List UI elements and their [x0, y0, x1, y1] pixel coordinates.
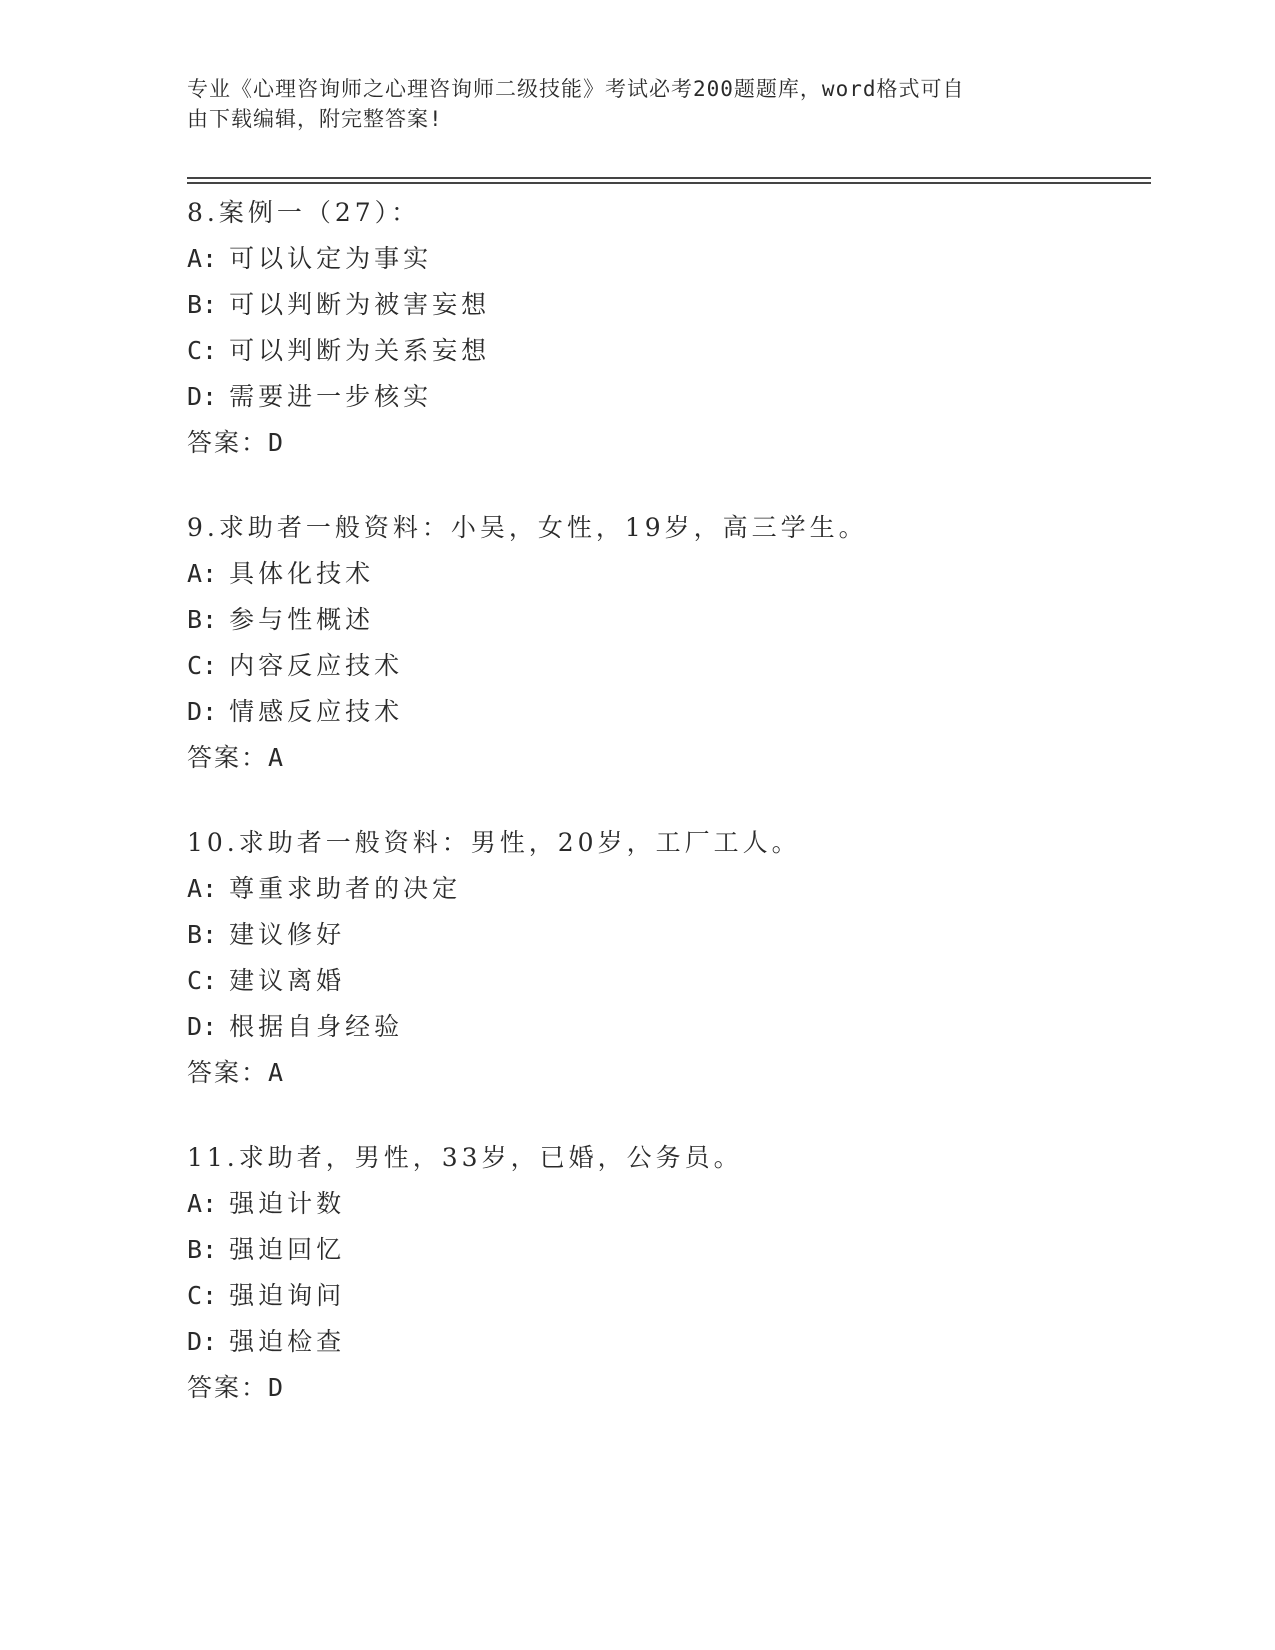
question-stem: 10.求助者一般资料：男性，20岁，工厂工人。 [187, 828, 801, 857]
option-text: 强迫询问 [229, 1281, 346, 1310]
answer-label: 答案： [187, 1373, 269, 1402]
option-c [187, 1273, 1147, 1319]
option-letter: D: [187, 1327, 218, 1356]
option-a [187, 866, 1147, 912]
question-item [187, 505, 1147, 781]
question-list [187, 190, 1147, 1450]
option-c [187, 958, 1147, 1004]
option-letter: D: [187, 382, 218, 411]
answer-line [187, 1050, 1147, 1096]
option-letter: B: [187, 605, 218, 634]
option-text: 可以判断为被害妄想 [229, 290, 491, 319]
option-text: 具体化技术 [229, 559, 375, 588]
option-text: 参与性概述 [229, 605, 375, 634]
answer-line [187, 420, 1147, 466]
option-c [187, 328, 1147, 374]
question-item [187, 190, 1147, 466]
option-text: 可以认定为事实 [229, 244, 433, 273]
answer-line [187, 1365, 1147, 1411]
option-text: 可以判断为关系妄想 [229, 336, 491, 365]
header-line-2: 由下载编辑，附完整答案! [187, 107, 443, 131]
option-letter: C: [187, 966, 218, 995]
option-b [187, 912, 1147, 958]
option-text: 建议修好 [229, 920, 346, 949]
question-item [187, 1135, 1147, 1411]
answer-label: 答案： [187, 428, 269, 457]
option-letter: D: [187, 697, 218, 726]
option-letter: C: [187, 1281, 218, 1310]
option-letter: A: [187, 1189, 218, 1218]
answer-value: A [268, 1058, 288, 1087]
header-line-1: 专业《心理咨询师之心理咨询师二级技能》考试必考200题题库，word格式可自 [187, 77, 965, 101]
option-text: 情感反应技术 [229, 697, 404, 726]
option-letter: A: [187, 244, 218, 273]
option-b [187, 597, 1147, 643]
option-letter: A: [187, 874, 218, 903]
option-text: 需要进一步核实 [229, 382, 433, 411]
option-b [187, 1227, 1147, 1273]
option-a [187, 1181, 1147, 1227]
option-d [187, 374, 1147, 420]
option-letter: C: [187, 651, 218, 680]
option-letter: D: [187, 1012, 218, 1041]
option-c [187, 643, 1147, 689]
answer-label: 答案： [187, 1058, 269, 1087]
answer-value: D [268, 1373, 288, 1402]
option-text: 根据自身经验 [229, 1012, 404, 1041]
option-letter: B: [187, 290, 218, 319]
answer-label: 答案： [187, 743, 269, 772]
option-letter: B: [187, 920, 218, 949]
option-text: 强迫检查 [229, 1327, 346, 1356]
option-a [187, 236, 1147, 282]
question-item [187, 820, 1147, 1096]
option-text: 尊重求助者的决定 [229, 874, 462, 903]
option-a [187, 551, 1147, 597]
option-text: 强迫回忆 [229, 1235, 346, 1264]
option-d [187, 1319, 1147, 1365]
question-stem: 11.求助者，男性，33岁，已婚，公务员。 [187, 1143, 743, 1172]
question-stem: 9.求助者一般资料：小吴，女性，19岁，高三学生。 [187, 513, 868, 542]
option-letter: C: [187, 336, 218, 365]
question-stem: 8.案例一（27）： [187, 198, 421, 227]
option-d [187, 689, 1147, 735]
document-header [187, 74, 1077, 134]
option-letter: A: [187, 559, 218, 588]
option-b [187, 282, 1147, 328]
option-text: 建议离婚 [229, 966, 346, 995]
option-letter: B: [187, 1235, 218, 1264]
option-text: 强迫计数 [229, 1189, 346, 1218]
option-text: 内容反应技术 [229, 651, 404, 680]
option-d [187, 1004, 1147, 1050]
answer-value: A [268, 743, 288, 772]
header-divider-bottom [187, 182, 1151, 184]
answer-line [187, 735, 1147, 781]
header-divider-top [187, 177, 1151, 179]
answer-value: D [268, 428, 288, 457]
